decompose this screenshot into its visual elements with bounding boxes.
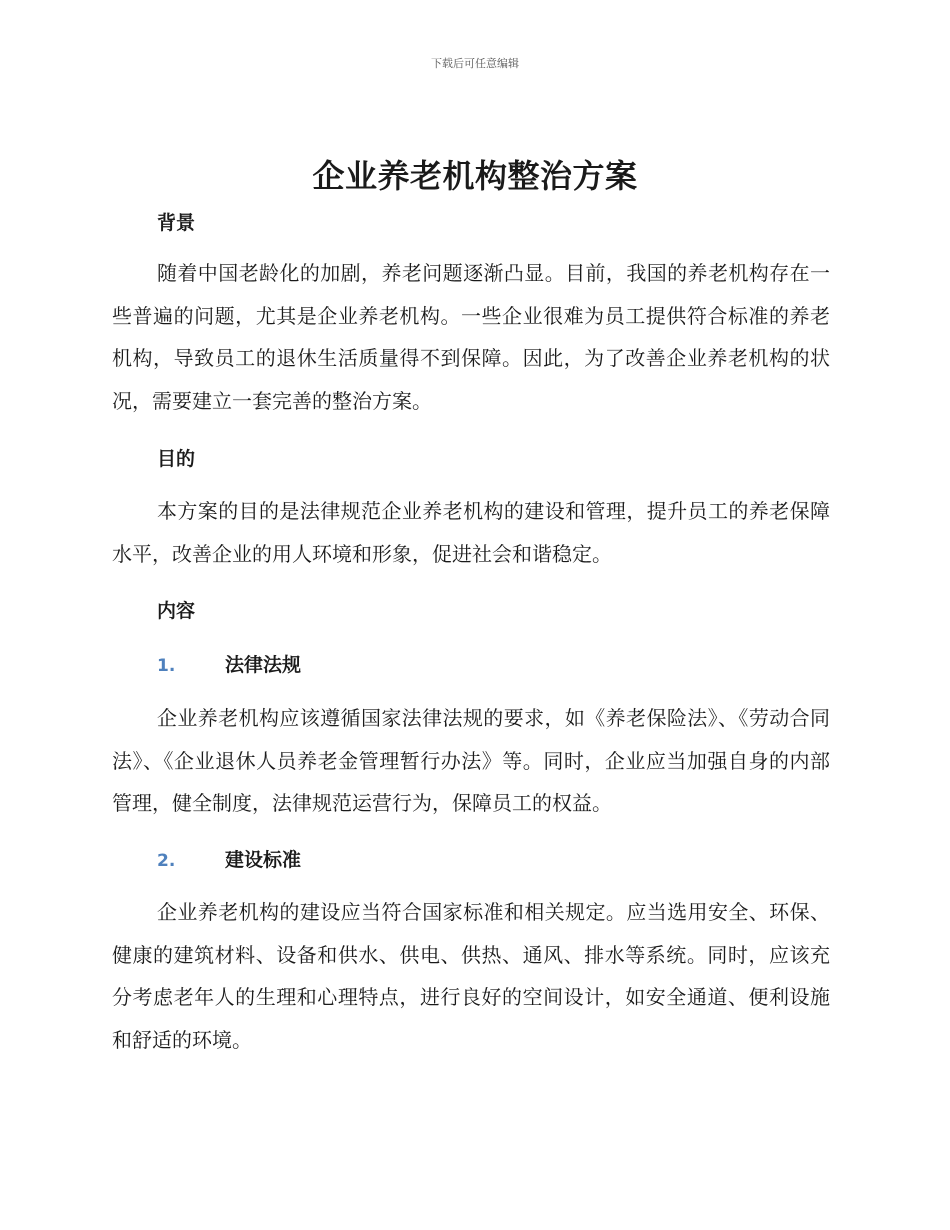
item-body-2: 企业养老机构的建设应当符合国家标准和相关规定。应当选用安全、环保、健康的建筑材料、设备和供水、供电、供热、通风、排水等系统。同时，应该充分考虑老年人的生理和心理特点，进行良好的空间设计，如安全通道、便利设施和舒适的环境。 <box>112 900 830 1052</box>
numbered-item-2 <box>157 845 301 872</box>
section-body-purpose: 本方案的目的是法律规范企业养老机构的建设和管理，提升员工的养老保障水平，改善企业的用人环境和形象，促进社会和谐稳定。 <box>112 499 830 566</box>
section-heading-content: 内容 <box>157 600 196 622</box>
item-label: 法律法规 <box>225 654 302 676</box>
page-header-note: 下载后可任意编辑 <box>431 57 519 70</box>
item-number: 2. <box>157 851 176 871</box>
item-body-1: 企业养老机构应该遵循国家法律法规的要求，如《养老保险法》、《劳动合同法》、《企业退休人员养老金管理暂行办法》等。同时，企业应当加强自身的内部管理，健全制度，法律规范运营行为，保障员工的权益。 <box>112 706 830 815</box>
item-label: 建设标准 <box>225 849 302 871</box>
item-number: 1. <box>157 656 176 676</box>
numbered-item-1 <box>157 650 301 677</box>
section-body-background: 随着中国老龄化的加剧，养老问题逐渐凸显。目前，我国的养老机构存在一些普遍的问题，尤其是企业养老机构。一些企业很难为员工提供符合标准的养老机构，导致员工的退休生活质量得不到保障。因此，为了改善企业养老机构的状况，需要建立一套完善的整治方案。 <box>112 261 830 413</box>
section-heading-purpose: 目的 <box>157 448 196 470</box>
section-heading-background: 背景 <box>157 212 196 234</box>
document-title: 企业养老机构整治方案 <box>312 157 638 195</box>
